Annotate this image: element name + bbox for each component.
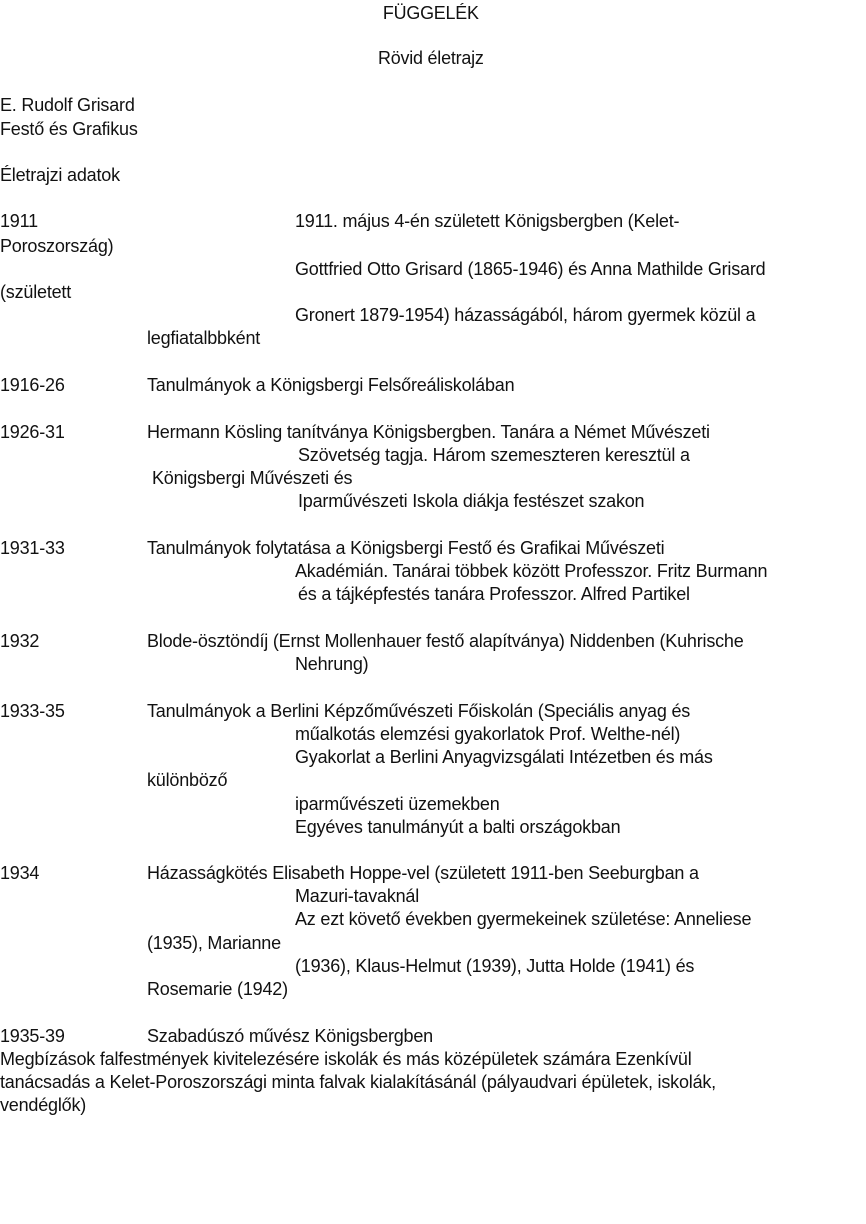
entry-line: Hermann Kösling tanítványa Königsbergben. Tanára a Német Művészeti — [147, 422, 710, 442]
entry-line: Szövetség tagja. Három szemeszteren keresztül a — [298, 445, 690, 465]
entry-line: Egyéves tanulmányút a balti országokban — [295, 817, 621, 837]
entry-line: és a tájképfestés tanára Professzor. Alfred Partikel — [298, 584, 690, 604]
entry-line: legfiatalbbként — [147, 328, 261, 348]
entry-year: 1916-26 — [0, 375, 65, 395]
entry-line: Rosemarie (1942) — [147, 979, 288, 999]
entry-line: Tanulmányok a Königsbergi Felsőreáliskolában — [147, 375, 515, 395]
entry-line: (1935), Marianne — [147, 933, 281, 953]
document-title: FÜGGELÉK — [382, 3, 479, 23]
entry-line: iparművészeti üzemekben — [295, 794, 500, 814]
entry-line: különböző — [147, 770, 228, 790]
entry-line: Gyakorlat a Berlini Anyagvizsgálati Intézetben és más — [295, 747, 713, 767]
entry-line: Nehrung) — [295, 654, 369, 674]
entry-year: 1926-31 — [0, 422, 65, 442]
entry-year: 1911 — [0, 211, 38, 231]
entry-line: 1911. május 4-én született Königsbergben (Kelet- — [295, 211, 680, 231]
entry-line: Poroszország) — [0, 236, 114, 256]
entry-line: Akadémián. Tanárai többek között Professzor. Fritz Burmann — [295, 561, 768, 581]
entry-line: Gottfried Otto Grisard (1865-1946) és Anna Mathilde Grisard — [295, 259, 766, 279]
entry-line: Tanulmányok folytatása a Königsbergi Festő és Grafikai Művészeti — [147, 538, 665, 558]
entry-line: Megbízások falfestmények kivitelezésére iskolák és más középületek számára Ezenkívül — [0, 1049, 692, 1069]
entry-line: Mazuri-tavaknál — [295, 886, 420, 906]
entry-line: (született — [0, 282, 72, 302]
entry-year: 1933-35 — [0, 701, 65, 721]
entry-year: 1935-39 — [0, 1026, 65, 1046]
entry-line: vendéglők) — [0, 1095, 87, 1115]
entry-line: műalkotás elemzési gyakorlatok Prof. Welthe-nél) — [295, 724, 681, 744]
person-profession: Festő és Grafikus — [0, 119, 138, 139]
entry-line: Tanulmányok a Berlini Képzőművészeti Főiskolán (Speciális anyag és — [147, 701, 691, 721]
entry-line: Iparművészeti Iskola diákja festészet szakon — [298, 491, 645, 511]
section-heading: Életrajzi adatok — [0, 165, 120, 185]
entry-line: Házasságkötés Elisabeth Hoppe-vel (született 1911-ben Seeburgban a — [147, 863, 699, 883]
entry-year: 1934 — [0, 863, 40, 883]
entry-line: Szabadúszó művész Königsbergben — [147, 1026, 433, 1046]
entry-line: Blode-ösztöndíj (Ernst Mollenhauer festő alapítványa) Niddenben (Kuhrische — [147, 631, 744, 651]
entry-line: Gronert 1879-1954) házasságából, három gyermek közül a — [295, 305, 756, 325]
entry-year: 1931-33 — [0, 538, 65, 558]
entry-line: (1936), Klaus-Helmut (1939), Jutta Holde (1941) és — [295, 956, 695, 976]
entry-line: Königsbergi Művészeti és — [152, 468, 353, 488]
document-subtitle: Rövid életrajz — [377, 48, 484, 68]
person-name: E. Rudolf Grisard — [0, 95, 135, 115]
entry-year: 1932 — [0, 631, 40, 651]
entry-line: Az ezt követő években gyermekeinek születése: Anneliese — [295, 909, 752, 929]
entry-line: tanácsadás a Kelet-Poroszországi minta falvak kialakításánál (pályaudvari épületek, iskolák, — [0, 1072, 716, 1092]
